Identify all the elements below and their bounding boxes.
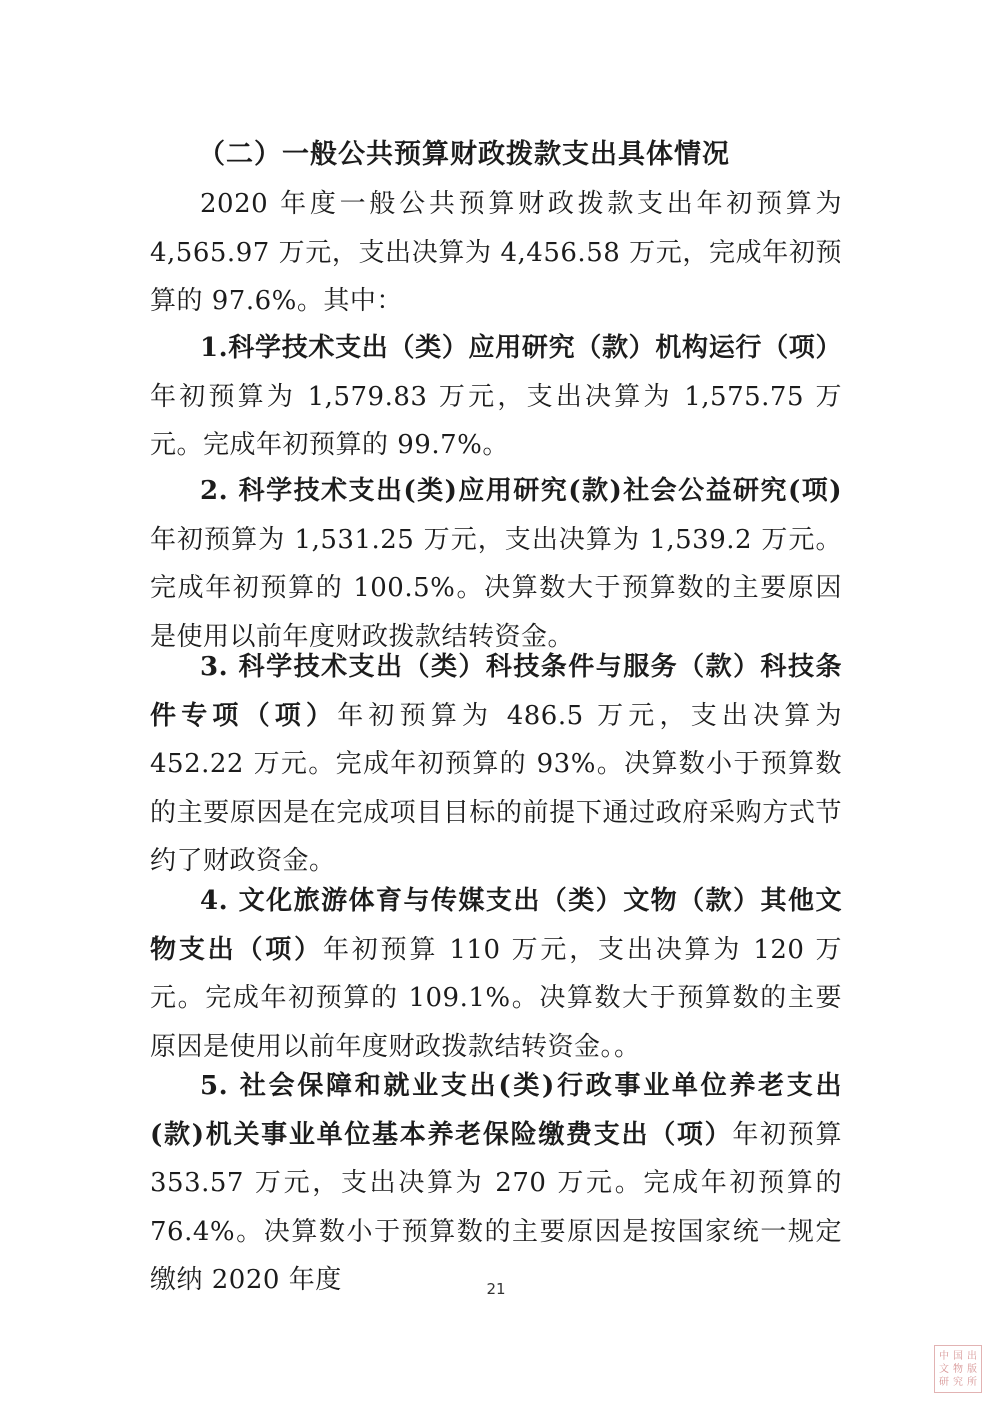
item-paragraph-4 <box>150 877 842 1071</box>
seal-char: 文 <box>939 1363 949 1375</box>
item-lead: 5. 社会保障和就业支出(类)行政事业单位养老支出(款)机关事业单位基本养老保险缴费支出（项） <box>150 1071 842 1150</box>
seal-char: 所 <box>967 1376 977 1388</box>
seal-stamp-icon <box>934 1345 982 1393</box>
item-paragraph-1 <box>150 324 842 470</box>
item-lead: 3. 科学技术支出（类）科技条件与服务（款）科技条件专项（项） <box>150 652 842 731</box>
seal-char: 国 <box>953 1350 963 1362</box>
item-body: 年初预算为 486.5 万元，支出决算为 452.22 万元。完成年初预算的 93%。决算数小于预算数的主要原因是在完成项目目标的前提下通过政府采购方式节约了财政资金。 <box>150 700 842 876</box>
page-number: 21 <box>486 1280 506 1298</box>
seal-char: 版 <box>967 1363 977 1375</box>
item-body: 年初预算为 1,531.25 万元，支出决算为 1,539.2 万元。完成年初预算的 100.5%。决算数大于预算数的主要原因是使用以前年度财政拨款结转资金。 <box>150 524 842 652</box>
item-body: 年初预算 353.57 万元，支出决算为 270 万元。完成年初预算的 76.4%。决算数小于预算数的主要原因是按国家统一规定缴纳 2020 年度 <box>150 1119 842 1295</box>
seal-char: 研 <box>939 1376 949 1388</box>
seal-char: 出 <box>967 1350 977 1362</box>
item-paragraph-2 <box>150 467 842 661</box>
item-lead: 2. 科学技术支出(类)应用研究(款)社会公益研究(项) <box>200 476 842 506</box>
item-paragraph-3 <box>150 643 842 886</box>
seal-char: 物 <box>953 1363 963 1375</box>
section-heading: （二）一般公共预算财政拨款支出具体情况 <box>198 139 730 170</box>
item-body: 年初预算为 1,579.83 万元，支出决算为 1,575.75 万元。完成年初预算的 99.7%。 <box>150 381 842 460</box>
seal-char: 中 <box>939 1350 949 1362</box>
item-lead: 1.科学技术支出（类）应用研究（款）机构运行（项） <box>200 333 842 363</box>
intro-paragraph: 2020 年度一般公共预算财政拨款支出年初预算为 4,565.97 万元，支出决算为 4,456.58 万元，完成年初预算的 97.6%。其中： <box>150 189 842 316</box>
item-body: 年初预算 110 万元，支出决算为 120 万元。完成年初预算的 109.1%。决算数大于预算数的主要原因是使用以前年度财政拨款结转资金。。 <box>150 934 842 1062</box>
item-lead: 4. 文化旅游体育与传媒支出（类）文物（款）其他文物支出（项） <box>150 886 842 965</box>
item-paragraph-5 <box>150 1062 842 1305</box>
seal-char: 究 <box>953 1376 963 1388</box>
